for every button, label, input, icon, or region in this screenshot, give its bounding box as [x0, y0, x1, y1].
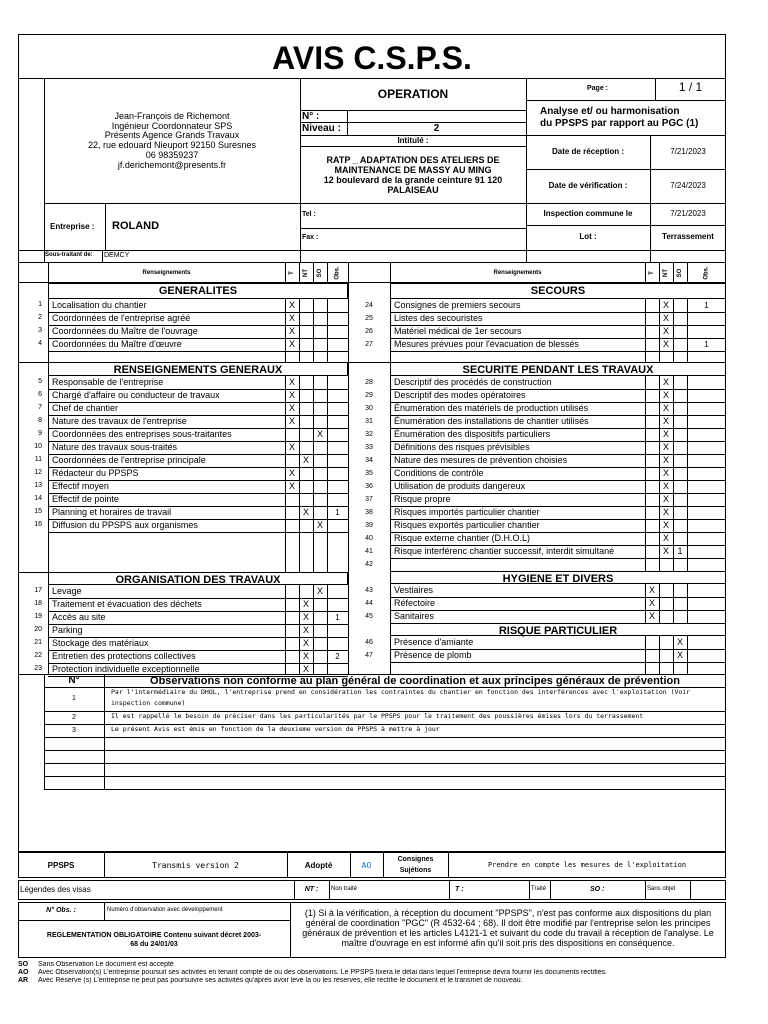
row-label: Coordonnées de l'entreprise principale [52, 455, 206, 465]
row-number: 18 [34, 600, 42, 607]
no-label: N° : [302, 111, 320, 122]
row-label: Descriptif des modes opératoires [394, 390, 526, 400]
mark-so: 1 [677, 546, 683, 556]
nt-label: NT : [304, 886, 319, 893]
row-number: 27 [365, 341, 373, 348]
analysis-line-2: du PPSPS par rapport au PGC (1) [540, 118, 699, 129]
row-number: 38 [365, 509, 373, 516]
prendre-value: Prendre en compte les mesures de l'exploitation [487, 861, 687, 869]
row-number: 13 [34, 482, 42, 489]
row-number: 34 [365, 457, 373, 464]
entreprise-value: ROLAND [112, 220, 160, 232]
obs-value: 1 [704, 340, 709, 349]
h-rule [390, 662, 726, 663]
mark-nt: X [302, 507, 309, 517]
row-number: 3 [38, 327, 42, 334]
row-label: Risque externe chantier (D.H.O.L) [394, 533, 531, 543]
row-label: Risque interférenc chantier successif, interdit simultané [394, 546, 615, 556]
niveau-value: 2 [433, 123, 440, 134]
reception-value: 7/21/2023 [670, 147, 706, 156]
h-rule [18, 920, 290, 921]
mark-nt: X [662, 416, 669, 426]
row-label: Conditions de contrôle [394, 468, 484, 478]
row-label: Coordonnées des entreprises sous-traitantes [52, 429, 232, 439]
tel-label: Tel : [302, 211, 316, 218]
mark-nt: X [662, 442, 669, 452]
row-number: 35 [365, 470, 373, 477]
mark-nt: X [662, 507, 669, 517]
row-label: Nature des travaux de l'entreprise [52, 416, 187, 426]
row-label: Coordonnées de l'entreprise agréé [52, 313, 191, 323]
h-rule [526, 100, 726, 101]
row-label: Accès au site [52, 612, 106, 622]
ao-value: AO [361, 861, 372, 870]
mark-t: X [648, 585, 655, 595]
section-organisation: ORGANISATION DES TRAVAUX [115, 574, 281, 586]
obs-text-continued: inspection commune) [111, 699, 186, 707]
row-label: Sanitaires [394, 611, 435, 621]
row-label: Définitions des risques prévisibles [394, 442, 530, 452]
row-label: Rédacteur du PPSPS [52, 468, 139, 478]
row-label: Effectif moyen [52, 481, 109, 491]
mark-so: X [316, 429, 323, 439]
h-rule [48, 351, 348, 352]
nt-value: Non traité [331, 886, 358, 892]
h-rule [44, 776, 726, 777]
row-label: Nature des travaux sous-traités [52, 442, 178, 452]
transmis-value: Transmis version 2 [152, 861, 239, 870]
row-label: Parking [52, 625, 83, 635]
mark-nt: X [662, 326, 669, 336]
row-label: Consignes de premiers secours [394, 300, 521, 310]
mark-nt: X [662, 390, 669, 400]
row-label: Diffusion du PPSPS aux organismes [52, 520, 198, 530]
mark-so: X [316, 520, 323, 530]
mark-nt: X [662, 339, 669, 349]
left-col-header: Renseignements [142, 270, 191, 276]
row-number: 26 [365, 328, 373, 335]
row-number: 37 [365, 496, 373, 503]
row-number: 5 [38, 378, 42, 385]
h-rule [526, 135, 726, 136]
verification-value: 7/24/2023 [670, 181, 706, 190]
v-rule [313, 262, 314, 674]
row-number: 33 [365, 444, 373, 451]
mark-nt: X [302, 599, 309, 609]
obs-title: Observations non conforme au plan général de coordination et aux principes généraux de prévention [150, 675, 680, 687]
row-label: Responsable de l'entreprise [52, 377, 164, 387]
right-col-header: Renseignements [493, 270, 542, 276]
row-number: 32 [365, 431, 373, 438]
mark-nt: X [662, 546, 669, 556]
mark-t: X [288, 416, 295, 426]
inspection-label: Inspection commune le [543, 209, 633, 218]
mark-nt: X [302, 612, 309, 622]
legend-text: Avec Observation(s) L'entreprise poursuit ses activités en tenant compte de ou des observations. Le PPSPS fixera le délai dans lequel l'entreprise devra fournir les documents rectifiés. [38, 969, 608, 976]
row-number: 46 [365, 639, 373, 646]
row-number: 22 [34, 652, 42, 659]
mark-t: X [288, 300, 295, 310]
row-number: 8 [38, 417, 42, 424]
mark-nt: X [662, 455, 669, 465]
mark-t: X [288, 442, 295, 452]
section-securite: SECURITE PENDANT LES TRAVAUX [462, 364, 654, 376]
row-label: Matériel médical de 1er secours [394, 326, 522, 336]
row-number: 1 [38, 301, 42, 308]
adopte-label: Adopté [304, 861, 333, 870]
col-header-t: T [289, 271, 295, 275]
v-rule [529, 880, 530, 900]
row-number: 15 [34, 508, 42, 515]
section-generalites: GENERALITES [158, 285, 238, 297]
obs-text: Par l'intermédiaire du DHOL, l'entreprise prend en considération les contraintes du chantier en fonction des interférences avec l'exploitation (Voir [111, 688, 691, 696]
legend-text: Sans Observation Le document est accepté [38, 961, 174, 968]
row-number: 31 [365, 418, 373, 425]
reception-label: Date de réception : [551, 147, 624, 156]
footer-row-2 [18, 880, 726, 900]
intitule-line-4: PALAISEAU [387, 185, 439, 195]
mark-nt: X [302, 638, 309, 648]
lot-label: Lot : [579, 232, 597, 241]
h-rule [300, 110, 526, 111]
mark-so: X [316, 586, 323, 596]
legendes-label: Légendes des visas [20, 885, 91, 894]
note-line-3: généraux de prévention et les articles L4121-1 et suivant du code du travail à réception de l'analyse. Le [302, 928, 714, 938]
row-number: 23 [34, 665, 42, 672]
mark-t: X [288, 326, 295, 336]
mark-nt: X [662, 403, 669, 413]
mark-nt: X [302, 625, 309, 635]
so-label: SO : [590, 886, 605, 893]
row-label: Présence de plomb [394, 650, 472, 660]
obs-value: 1 [335, 508, 340, 517]
legend-text: Avec Réserve (s) L'entreprise ne peut pas poursuivre ses activités qu'après avoir levé la ou les réserves, elle rectifie le document et le transmet de nouveau. [38, 977, 523, 984]
row-number: 24 [365, 302, 373, 309]
col-header-obs: Obs. [334, 266, 341, 280]
row-number: 43 [365, 587, 373, 594]
row-number: 41 [365, 548, 373, 555]
row-label: Chargé d'affaire ou conducteur de travaux [52, 390, 220, 400]
v-rule [645, 880, 646, 900]
h-rule [18, 250, 726, 251]
row-number: 40 [365, 535, 373, 542]
v-rule [48, 262, 49, 674]
h-rule [44, 750, 726, 751]
nobs-value: Numéro d'observation avec développement [107, 907, 223, 913]
row-number: 25 [365, 315, 373, 322]
intitule-line-2: MAINTENANCE DE MASSY AU MING [334, 165, 492, 175]
row-number: 42 [365, 561, 373, 568]
row-label: Effectif de pointe [52, 494, 119, 504]
row-label: Vestiaires [394, 585, 434, 595]
section-risque: RISQUE PARTICULIER [498, 625, 618, 637]
legend-code: AR [18, 977, 29, 984]
v-rule [449, 880, 450, 900]
entreprise-label: Entreprise : [50, 222, 95, 231]
mark-nt: X [662, 429, 669, 439]
col-header-nt: NT [663, 269, 669, 277]
section-secours: SECOURS [530, 285, 586, 297]
row-number: 11 [34, 456, 42, 463]
obs-value: 2 [335, 652, 340, 661]
row-number: 20 [34, 626, 42, 633]
row-label: Entretien des protections collectives [52, 651, 196, 661]
mark-t: X [648, 611, 655, 621]
h-rule [18, 262, 726, 263]
h-rule [44, 763, 726, 764]
h-rule [390, 558, 726, 559]
v-rule [687, 262, 688, 674]
v-rule [285, 262, 286, 674]
v-rule [44, 78, 45, 262]
row-label: Descriptif des procédés de construction [394, 377, 552, 387]
ppsps-label: PPSPS [47, 861, 75, 870]
reglementation-line-2: 68 du 24/01/03 [130, 941, 178, 948]
row-number: 47 [365, 652, 373, 659]
mark-t: X [288, 468, 295, 478]
h-rule [526, 203, 726, 204]
h-rule [390, 610, 726, 611]
author-email: jf.derichemont@presents.fr [117, 160, 227, 170]
author-address: 22, rue edouard Nieuport 92150 Suresnes [87, 140, 257, 150]
col-header-so: SO [677, 268, 683, 278]
col-header-obs: Obs. [703, 266, 710, 280]
doc-title: AVIS C.S.P.S. [272, 40, 472, 76]
row-label: Localisation du chantier [52, 300, 147, 310]
author-role: Ingénieur Coordonnateur SPS [111, 121, 233, 131]
row-label: Utilisation de produits dangereux [394, 481, 526, 491]
row-label: Énumération des dispositifs particuliers [394, 429, 551, 439]
author-name: Jean-François de Richemont [114, 111, 230, 121]
row-label: Chef de chantier [52, 403, 119, 413]
so-value: Sans objet [647, 886, 676, 892]
row-label: Énumération des installations de chantier utilisés [394, 416, 589, 426]
mark-nt: X [662, 468, 669, 478]
mark-nt: X [302, 664, 309, 674]
row-label: Traitement et évacuation des déchets [52, 599, 202, 609]
v-rule [327, 262, 328, 674]
row-label: Énumération des matériels de production utilisés [394, 403, 589, 413]
row-number: 9 [38, 430, 42, 437]
obs-value: 1 [704, 301, 709, 310]
legend-code: SO [18, 961, 29, 968]
row-label: Réfectoire [394, 598, 436, 608]
verification-label: Date de vérification : [548, 181, 628, 190]
row-number: 19 [34, 613, 42, 620]
obs-number: 1 [72, 695, 76, 702]
h-rule [300, 146, 526, 147]
mark-t: X [648, 598, 655, 608]
sujetions-label: Sujétions [399, 867, 432, 874]
obs-value: 1 [335, 613, 340, 622]
mark-nt: X [662, 494, 669, 504]
col-header-nt: NT [303, 269, 309, 277]
v-rule [550, 880, 551, 900]
mark-t: X [288, 481, 295, 491]
row-label: Coordonnées du Maître d'œuvre [52, 339, 182, 349]
mark-nt: X [662, 377, 669, 387]
intitule-label: Intitulé : [397, 136, 429, 145]
row-number: 29 [365, 392, 373, 399]
h-rule [44, 789, 726, 790]
row-label: Protection individuelle exceptionnelle [52, 664, 200, 674]
author-company: Présents Agence Grands Travaux [104, 130, 240, 140]
row-label: Nature des mesures de prévention choisies [394, 455, 568, 465]
col-header-t: T [649, 271, 655, 275]
obs-n-label: N° [68, 675, 80, 686]
row-number: 16 [34, 521, 42, 528]
row-label: Listes des secouristes [394, 313, 483, 323]
reglementation-line-1: REGLEMENTATION OBLIGATOIRE Contenu suivant décret 2003- [46, 932, 262, 939]
obs-text: Il est rappellé le besoin de préciser dans les particularités par le PPSPS pour le traitement des poussières émises lors du terrassement [111, 712, 644, 720]
obs-text: Le présent Avis est émis en fonction de la deuxieme version de PPSPS à mettre à jour [111, 725, 440, 733]
v-rule [673, 262, 674, 674]
note-line-2: général de coordination "PGC" (R 4532-64 ; 68). Il doit être modifié par l'entreprise selon les principes [305, 918, 711, 928]
v-rule [102, 250, 103, 262]
mark-t: X [288, 390, 295, 400]
row-number: 21 [34, 639, 42, 646]
row-number: 28 [365, 379, 373, 386]
consignes-label: Consignes [397, 856, 434, 863]
lot-value: Terrassement [662, 232, 714, 241]
operation-header: OPERATION [377, 87, 449, 101]
h-rule [44, 203, 300, 204]
page-label: Page : [587, 85, 609, 92]
h-rule [300, 203, 526, 204]
t-value: Traité [531, 886, 547, 892]
analysis-line-1: Analyse et/ ou harmonisation [540, 106, 680, 117]
row-number: 45 [365, 613, 373, 620]
row-label: Risques exportés particulier chantier [394, 520, 540, 530]
row-number: 44 [365, 600, 373, 607]
mark-so: X [676, 650, 683, 660]
v-rule [105, 203, 106, 250]
row-number: 2 [38, 314, 42, 321]
section-rens_gen: RENSEIGNEMENTS GENERAUX [113, 364, 283, 376]
row-label: Levage [52, 586, 82, 596]
h-rule [300, 228, 526, 229]
h-rule [526, 169, 726, 170]
fax-label: Fax : [302, 234, 319, 241]
mark-t: X [288, 313, 295, 323]
mark-nt: X [662, 533, 669, 543]
mark-t: X [288, 403, 295, 413]
note-line-4: maître d'ouvrage en est informé afin qu'il soit pris des dispositions en conséquence. [341, 938, 675, 948]
mark-so: X [676, 637, 683, 647]
obs-number: 2 [72, 714, 76, 721]
mark-nt: X [662, 520, 669, 530]
row-label: Mesures prévues pour l'évacuation de blessés [394, 339, 579, 349]
mark-nt: X [662, 481, 669, 491]
row-label: Risques importés particulier chantier [394, 507, 540, 517]
mark-t: X [288, 377, 295, 387]
row-number: 10 [34, 443, 42, 450]
h-rule [526, 225, 726, 226]
author-phone: 06 98359237 [145, 150, 199, 160]
v-rule [329, 880, 330, 900]
obs-number: 3 [72, 727, 76, 734]
v-rule [690, 880, 691, 900]
row-number: 30 [365, 405, 373, 412]
row-number: 39 [365, 522, 373, 529]
row-number: 12 [34, 469, 42, 476]
section-hygiene: HYGIENE ET DIVERS [502, 573, 614, 585]
legend-code: AO [18, 969, 29, 976]
h-rule [18, 78, 726, 79]
intitule-line-1: RATP _ ADAPTATION DES ATELIERS DE [326, 155, 500, 165]
mark-nt: X [662, 313, 669, 323]
row-number: 17 [34, 587, 42, 594]
row-number: 6 [38, 391, 42, 398]
page-value: 1 / 1 [678, 80, 703, 94]
nobs-label: N° Obs. : [46, 907, 76, 914]
row-label: Planning et horaires de travail [52, 507, 172, 517]
h-rule [48, 532, 348, 533]
intitule-line-3: 12 boulevard de la grande ceinture 91 120 [323, 175, 503, 185]
sous-traitant-label: Sous-traitant de: [45, 252, 93, 258]
mark-nt: X [302, 651, 309, 661]
col-header-so: SO [317, 268, 323, 278]
h-rule [390, 597, 726, 598]
mark-nt: X [662, 300, 669, 310]
h-rule [44, 737, 726, 738]
row-number: 4 [38, 340, 42, 347]
row-label: Risque propre [394, 494, 451, 504]
row-number: 7 [38, 404, 42, 411]
row-number: 36 [365, 483, 373, 490]
v-rule [104, 674, 105, 789]
row-number: 14 [34, 495, 42, 502]
row-label: Présence d'amiante [394, 637, 474, 647]
sous-traitant-value: DEMCY [104, 252, 130, 259]
v-rule [659, 262, 660, 674]
row-label: Coordonnées du Maître de l'ouvrage [52, 326, 198, 336]
v-rule [104, 902, 105, 920]
mark-t: X [288, 339, 295, 349]
v-rule [390, 262, 391, 674]
t-label: T : [455, 886, 464, 893]
niveau-label: Niveau : [302, 123, 341, 134]
mark-nt: X [302, 455, 309, 465]
inspection-value: 7/21/2023 [670, 209, 706, 218]
h-rule [390, 351, 726, 352]
row-label: Stockage des matériaux [52, 638, 149, 648]
note-line-1: (1) Si à la vérification, à réception du document "PPSPS", n'est pas conforme aux dispositions du plan [304, 908, 712, 918]
